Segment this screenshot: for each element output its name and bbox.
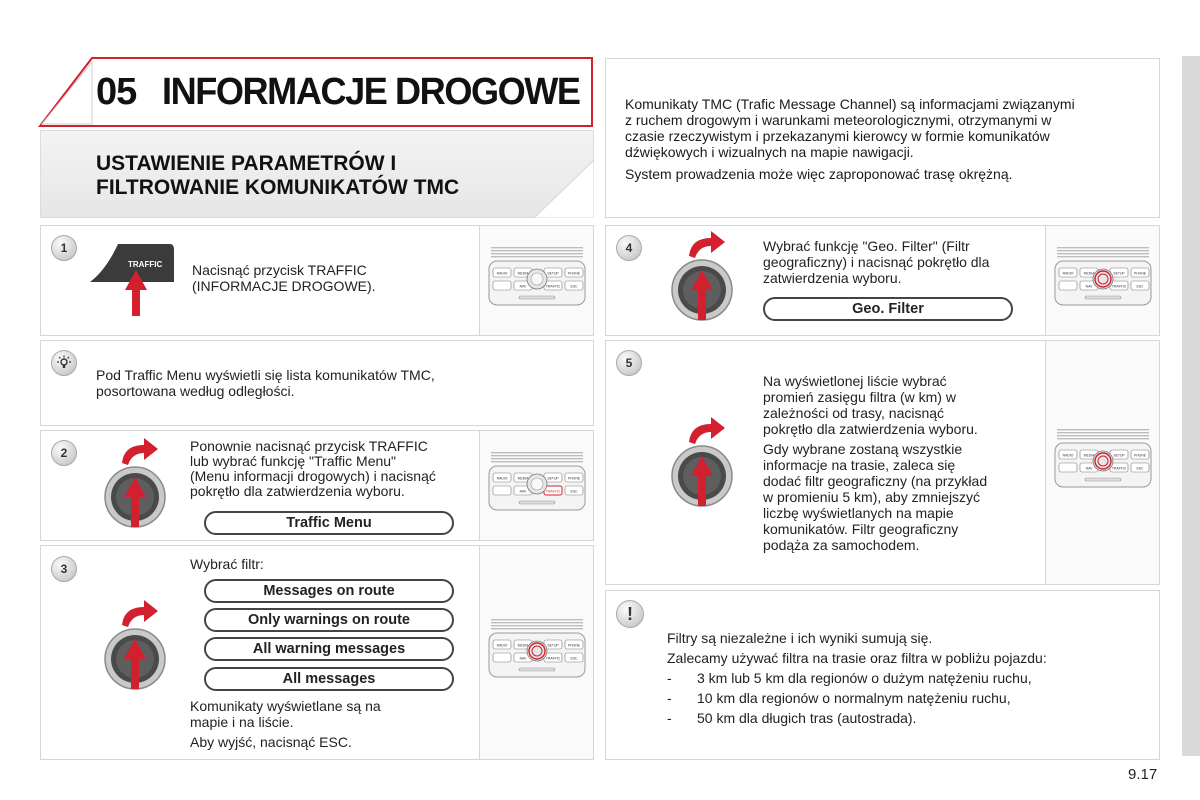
step4-line: zatwierdzenia wyboru. — [763, 270, 902, 286]
step5-line: komunikatów. Filtr geograficzny — [763, 521, 959, 537]
step4-line: geograficzny) i nacisnąć pokrętło dla — [763, 254, 990, 270]
section-title-line1: USTAWIENIE PARAMETRÓW I — [96, 152, 397, 175]
tip-line: posortowana według odległości. — [96, 383, 295, 399]
step1-line: (INFORMACJE DROGOWE). — [192, 278, 376, 294]
svg-text:NAV: NAV — [519, 488, 526, 493]
step5-line: liczbę wyświetlanych na mapie — [763, 505, 954, 521]
svg-text:ESC: ESC — [570, 655, 577, 660]
intro-line: Komunikaty TMC (Trafic Message Channel) są informacjami związanymi — [625, 96, 1075, 112]
traffic-menu-pill: Traffic Menu — [204, 511, 454, 535]
chapter-number: 05 — [96, 71, 137, 113]
step5-text — [763, 373, 1043, 553]
step3-note-line: Komunikaty wyświetlane są na — [190, 698, 381, 714]
svg-text:MEDIA: MEDIA — [517, 270, 528, 275]
filter-option-pill: Only warnings on route — [204, 608, 454, 632]
radio-faceplate-illustration — [485, 617, 589, 689]
svg-text:SETUP: SETUP — [546, 270, 559, 275]
svg-text:RADIO: RADIO — [1062, 270, 1073, 275]
page-number: 9.17 — [1128, 766, 1158, 783]
bullet-text: 3 km lub 5 km dla regionów o dużym natężeniu ruchu, — [697, 670, 1032, 686]
svg-text:MEDIA: MEDIA — [1083, 270, 1094, 275]
warning-line: Zalecamy używać filtra na trasie oraz filtra w pobliżu pojazdu: — [667, 650, 1047, 666]
tip-badge — [51, 350, 77, 376]
geo-filter-pill: Geo. Filter — [763, 297, 1013, 321]
intro-line: System prowadzenia może więc zaproponować trasę okrężną. — [625, 166, 1013, 182]
tip-text — [96, 367, 576, 399]
svg-text:MEDIA: MEDIA — [517, 475, 528, 480]
console-panel — [479, 546, 593, 759]
step-number-badge: 2 — [51, 440, 77, 466]
step3-label: Wybrać filtr: — [190, 556, 264, 572]
rotary-knob-icon — [100, 435, 170, 540]
bullet-dash: - — [667, 690, 672, 706]
radio-faceplate-illustration — [1051, 245, 1155, 317]
svg-text:PHONE: PHONE — [567, 475, 580, 480]
svg-text:NAV: NAV — [519, 283, 526, 288]
step1-text — [192, 262, 462, 294]
svg-text:PHONE: PHONE — [1133, 452, 1146, 457]
warning-line: Filtry są niezależne i ich wyniki sumują się. — [667, 630, 933, 646]
svg-text:ESC: ESC — [1136, 465, 1143, 470]
svg-text:ESC: ESC — [570, 283, 577, 288]
svg-text:MEDIA: MEDIA — [517, 642, 528, 647]
filter-option-pill: All warning messages — [204, 637, 454, 661]
warning-bullet — [667, 708, 1147, 728]
console-panel — [1045, 341, 1159, 584]
step2-line: pokrętło dla zatwierdzenia wyboru. — [190, 483, 405, 499]
intro-line: z ruchem drogowym i warunkami meteorologicznymi, otrzymanymi w — [625, 112, 1052, 128]
rotary-knob-icon — [667, 414, 737, 519]
step3-exit: Aby wyjść, nacisnąć ESC. — [190, 734, 352, 750]
step4-text — [763, 238, 1043, 286]
svg-text:NAV: NAV — [1085, 283, 1092, 288]
bullet-text: 50 km dla długich tras (autostrada). — [697, 710, 917, 726]
svg-text:TRAFFIC: TRAFFIC — [545, 488, 560, 493]
intro-line: dźwiękowych i wizualnych na mapie nawigacji. — [625, 144, 914, 160]
rotary-knob-icon — [667, 228, 737, 333]
bullet-text: 10 km dla regionów o normalnym natężeniu ruchu, — [697, 690, 1011, 706]
radio-faceplate-illustration — [1051, 427, 1155, 499]
side-tab — [1182, 56, 1200, 756]
svg-text:PHONE: PHONE — [567, 270, 580, 275]
chapter-title: INFORMACJE DROGOWE — [162, 71, 580, 113]
svg-text:TRAFFIC: TRAFFIC — [1111, 283, 1126, 288]
svg-text:TRAFFIC: TRAFFIC — [545, 283, 560, 288]
step5-line: informacje na trasie, zaleca się — [763, 457, 956, 473]
section-corner-fold — [534, 160, 594, 218]
step5-line: pokrętło dla zatwierdzenia wyboru. — [763, 421, 978, 437]
svg-text:RADIO: RADIO — [1062, 452, 1073, 457]
svg-text:NAV: NAV — [519, 655, 526, 660]
warning-bullet — [667, 688, 1147, 708]
step2-line: lub wybrać funkcję "Traffic Menu" — [190, 453, 397, 469]
warning-text — [667, 628, 1147, 728]
filter-option-pill: Messages on route — [204, 579, 454, 603]
step5-line: w promieniu 5 km), aby zmniejszyć — [763, 489, 981, 505]
lightbulb-icon — [56, 355, 72, 371]
svg-text:RADIO: RADIO — [496, 642, 507, 647]
step3-note-line: mapie i na liście. — [190, 714, 294, 730]
warning-bullet — [667, 668, 1147, 688]
step2-text — [190, 439, 475, 499]
step-number-badge: 3 — [51, 556, 77, 582]
rotary-knob-icon — [100, 597, 170, 702]
svg-text:SETUP: SETUP — [546, 475, 559, 480]
svg-text:SETUP: SETUP — [1112, 270, 1125, 275]
step-number-badge: 1 — [51, 235, 77, 261]
step-number-badge: 5 — [616, 350, 642, 376]
step2-line: (Menu informacji drogowych) i nacisnąć — [190, 468, 436, 484]
step-number-badge: 4 — [616, 235, 642, 261]
radio-faceplate-illustration — [485, 450, 589, 522]
svg-text:PHONE: PHONE — [567, 642, 580, 647]
svg-text:NAV: NAV — [1085, 465, 1092, 470]
svg-text:RADIO: RADIO — [496, 475, 507, 480]
step4-line: Wybrać funkcję "Geo. Filter" (Filtr — [763, 238, 970, 254]
console-panel — [479, 431, 593, 540]
bullet-dash: - — [667, 670, 672, 686]
intro-line: czasie rzeczywistym i przekazanymi kierowcy w formie komunikatów — [625, 128, 1050, 144]
step1-line: Nacisnąć przycisk TRAFFIC — [192, 262, 367, 278]
svg-text:TRAFFIC: TRAFFIC — [1111, 465, 1126, 470]
tip-line: Pod Traffic Menu wyświetli się lista komunikatów TMC, — [96, 367, 435, 383]
console-panel — [479, 226, 593, 335]
svg-text:MEDIA: MEDIA — [1083, 452, 1094, 457]
intro-text — [625, 96, 1145, 182]
section-title-line2: FILTROWANIE KOMUNIKATÓW TMC — [96, 176, 460, 199]
radio-faceplate-illustration — [485, 245, 589, 317]
step5-line: Na wyświetlonej liście wybrać — [763, 373, 947, 389]
warning-badge: ! — [616, 600, 644, 628]
svg-text:TRAFFIC: TRAFFIC — [128, 260, 163, 269]
console-panel — [1045, 226, 1159, 335]
svg-text:RADIO: RADIO — [496, 270, 507, 275]
step5-line: zależności od trasy, nacisnąć — [763, 405, 945, 421]
svg-text:ESC: ESC — [570, 488, 577, 493]
step5-line: dodać filtr geograficzny (na przykład — [763, 473, 988, 489]
svg-text:TRAFFIC: TRAFFIC — [545, 655, 560, 660]
svg-text:PHONE: PHONE — [1133, 270, 1146, 275]
traffic-button-icon — [88, 240, 180, 318]
svg-text:ESC: ESC — [1136, 283, 1143, 288]
bullet-dash: - — [667, 710, 672, 726]
svg-text:SETUP: SETUP — [546, 642, 559, 647]
step5-line: promień zasięgu filtra (w km) w — [763, 389, 956, 405]
filter-option-pill: All messages — [204, 667, 454, 691]
step5-line: Gdy wybrane zostaną wszystkie — [763, 441, 963, 457]
svg-text:SETUP: SETUP — [1112, 452, 1125, 457]
step2-line: Ponownie nacisnąć przycisk TRAFFIC — [190, 438, 428, 454]
step5-line: podąża za samochodem. — [763, 537, 920, 553]
step3-note — [190, 698, 460, 750]
